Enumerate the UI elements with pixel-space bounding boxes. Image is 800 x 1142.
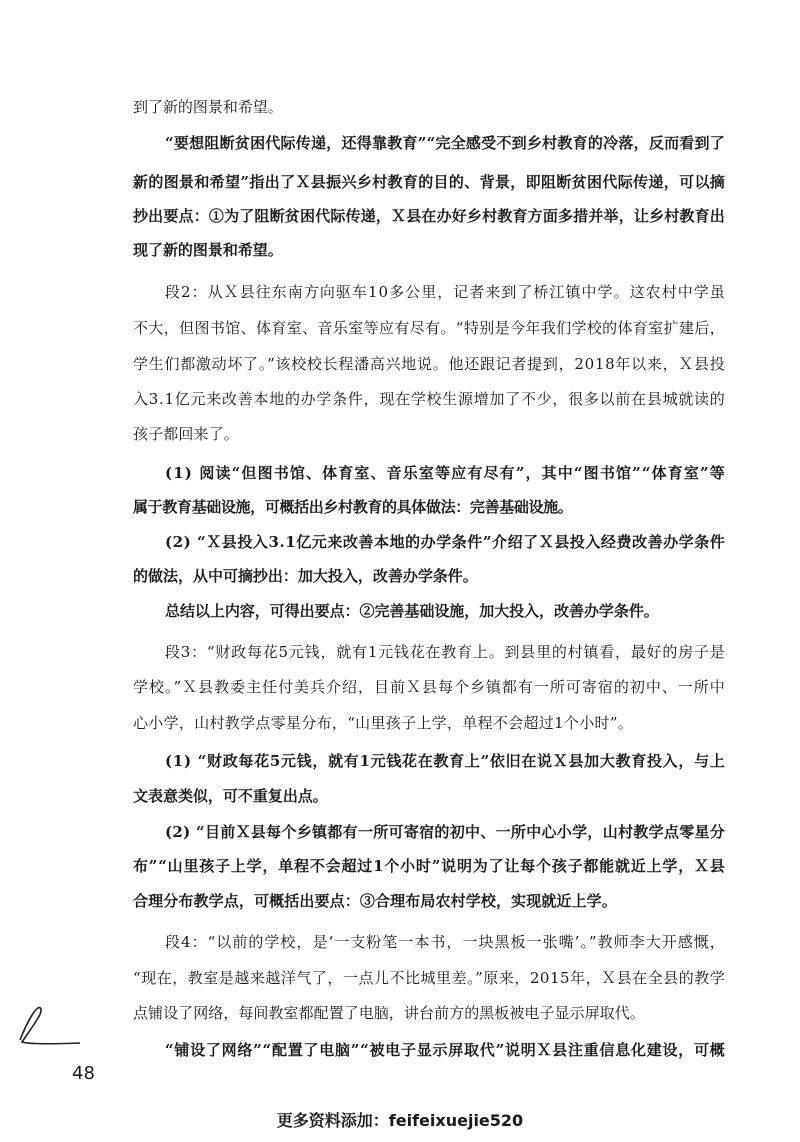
text-line: (1) 阅读“但图书馆、体育室、音乐室等应有尽有”，其中“图书馆”“体育室”等 (165, 464, 726, 482)
text-line: 心小学，山村教学点零星分布，“山里孩子上学，单程不会超过1个小时”。 (133, 714, 634, 732)
text-line: (2) “Ｘ县投入3.1亿元来改善本地的办学条件”介绍了Ｘ县投入经费改善办学条件 (165, 533, 726, 551)
text-line: 现了新的图景和希望。 (133, 241, 283, 259)
text-line: (2) “目前Ｘ县每个乡镇都有一所可寄宿的初中、一所中心小学，山村教学点零星分 (165, 823, 726, 841)
text-line: “要想阻断贫困代际传递，还得靠教育”“完全感受不到乡村教育的冷落，反而看到了 (165, 134, 726, 152)
text-line: “现在，教室是越来越洋气了，一点儿不比城里差。”原来，2015年，Ｘ县在全县的教学 (133, 969, 726, 987)
text-line: 段4：“以前的学校，是‘一支粉笔一本书，一块黑板一张嘴’。”教师李大开感慨， (165, 933, 726, 951)
text-line: 新的图景和希望”指出了Ｘ县振兴乡村教育的目的、背景，即阻断贫困代际传递，可以摘 (133, 173, 726, 191)
text-line: 属于教育基础设施，可概括出乡村教育的具体做法：完善基础设施。 (133, 498, 573, 516)
text-line: 孩子都回来了。 (133, 425, 239, 443)
text-line: (1) “财政每花5元钱，就有1元钱花在教育上”依旧在说Ｘ县加大教育投入，与上 (165, 752, 726, 770)
text-line: 到了新的图景和希望。 (133, 98, 283, 116)
text-line: 布”“山里孩子上学，单程不会超过1个小时”说明为了让每个孩子都能就近上学，Ｘ县 (133, 857, 726, 875)
text-line: “铺设了网络”“配置了电脑”“被电子显示屏取代”说明Ｘ县注重信息化建设，可概 (165, 1041, 726, 1059)
text-line: 学校。”Ｘ县教委主任付美兵介绍，目前Ｘ县每个乡镇都有一所可寄宿的初中、一所中 (133, 678, 726, 696)
text-line: 合理分布教学点，可概括出要点：③合理布局农村学校，实现就近上学。 (133, 892, 617, 910)
page-number: 48 (72, 1063, 95, 1084)
text-line: 的做法，从中可摘抄出：加大投入，改善办学条件。 (133, 567, 478, 585)
text-line: 不大，但图书馆、体育室、音乐室等应有尽有。“特别是今年我们学校的体育室扩建后， (133, 319, 726, 337)
handwritten-mark-icon (14, 1000, 84, 1050)
text-line: 总结以上内容，可得出要点：②完善基础设施，加大投入，改善办学条件。 (165, 602, 659, 620)
text-line: 抄出要点：①为了阻断贫困代际传递，Ｘ县在办好乡村教育方面多措并举，让乡村教育出 (133, 207, 725, 225)
text-line: 文表意类似，可不重复出点。 (133, 787, 328, 805)
footer-contact: 更多资料添加：feifeixuejie520 (276, 1111, 524, 1130)
text-line: 点铺设了网络，每间教室都配置了电脑，讲台前方的黑板被电子显示屏取代。 (133, 1004, 645, 1022)
text-line: 入3.1亿元来改善本地的办学条件，现在学校生源增加了不少，很多以前在县城就读的 (133, 390, 726, 408)
text-line: 段2：从Ｘ县往东南方向驱车10多公里，记者来到了桥江镇中学。这农村中学虽 (165, 283, 726, 301)
text-line: 学生们都激动坏了。”该校校长程潘高兴地说。他还跟记者提到，2018年以来，Ｘ县投 (133, 355, 726, 373)
text-line: 段3：“财政每花5元钱，就有1元钱花在教育上。到县里的村镇看，最好的房子是 (165, 643, 726, 661)
